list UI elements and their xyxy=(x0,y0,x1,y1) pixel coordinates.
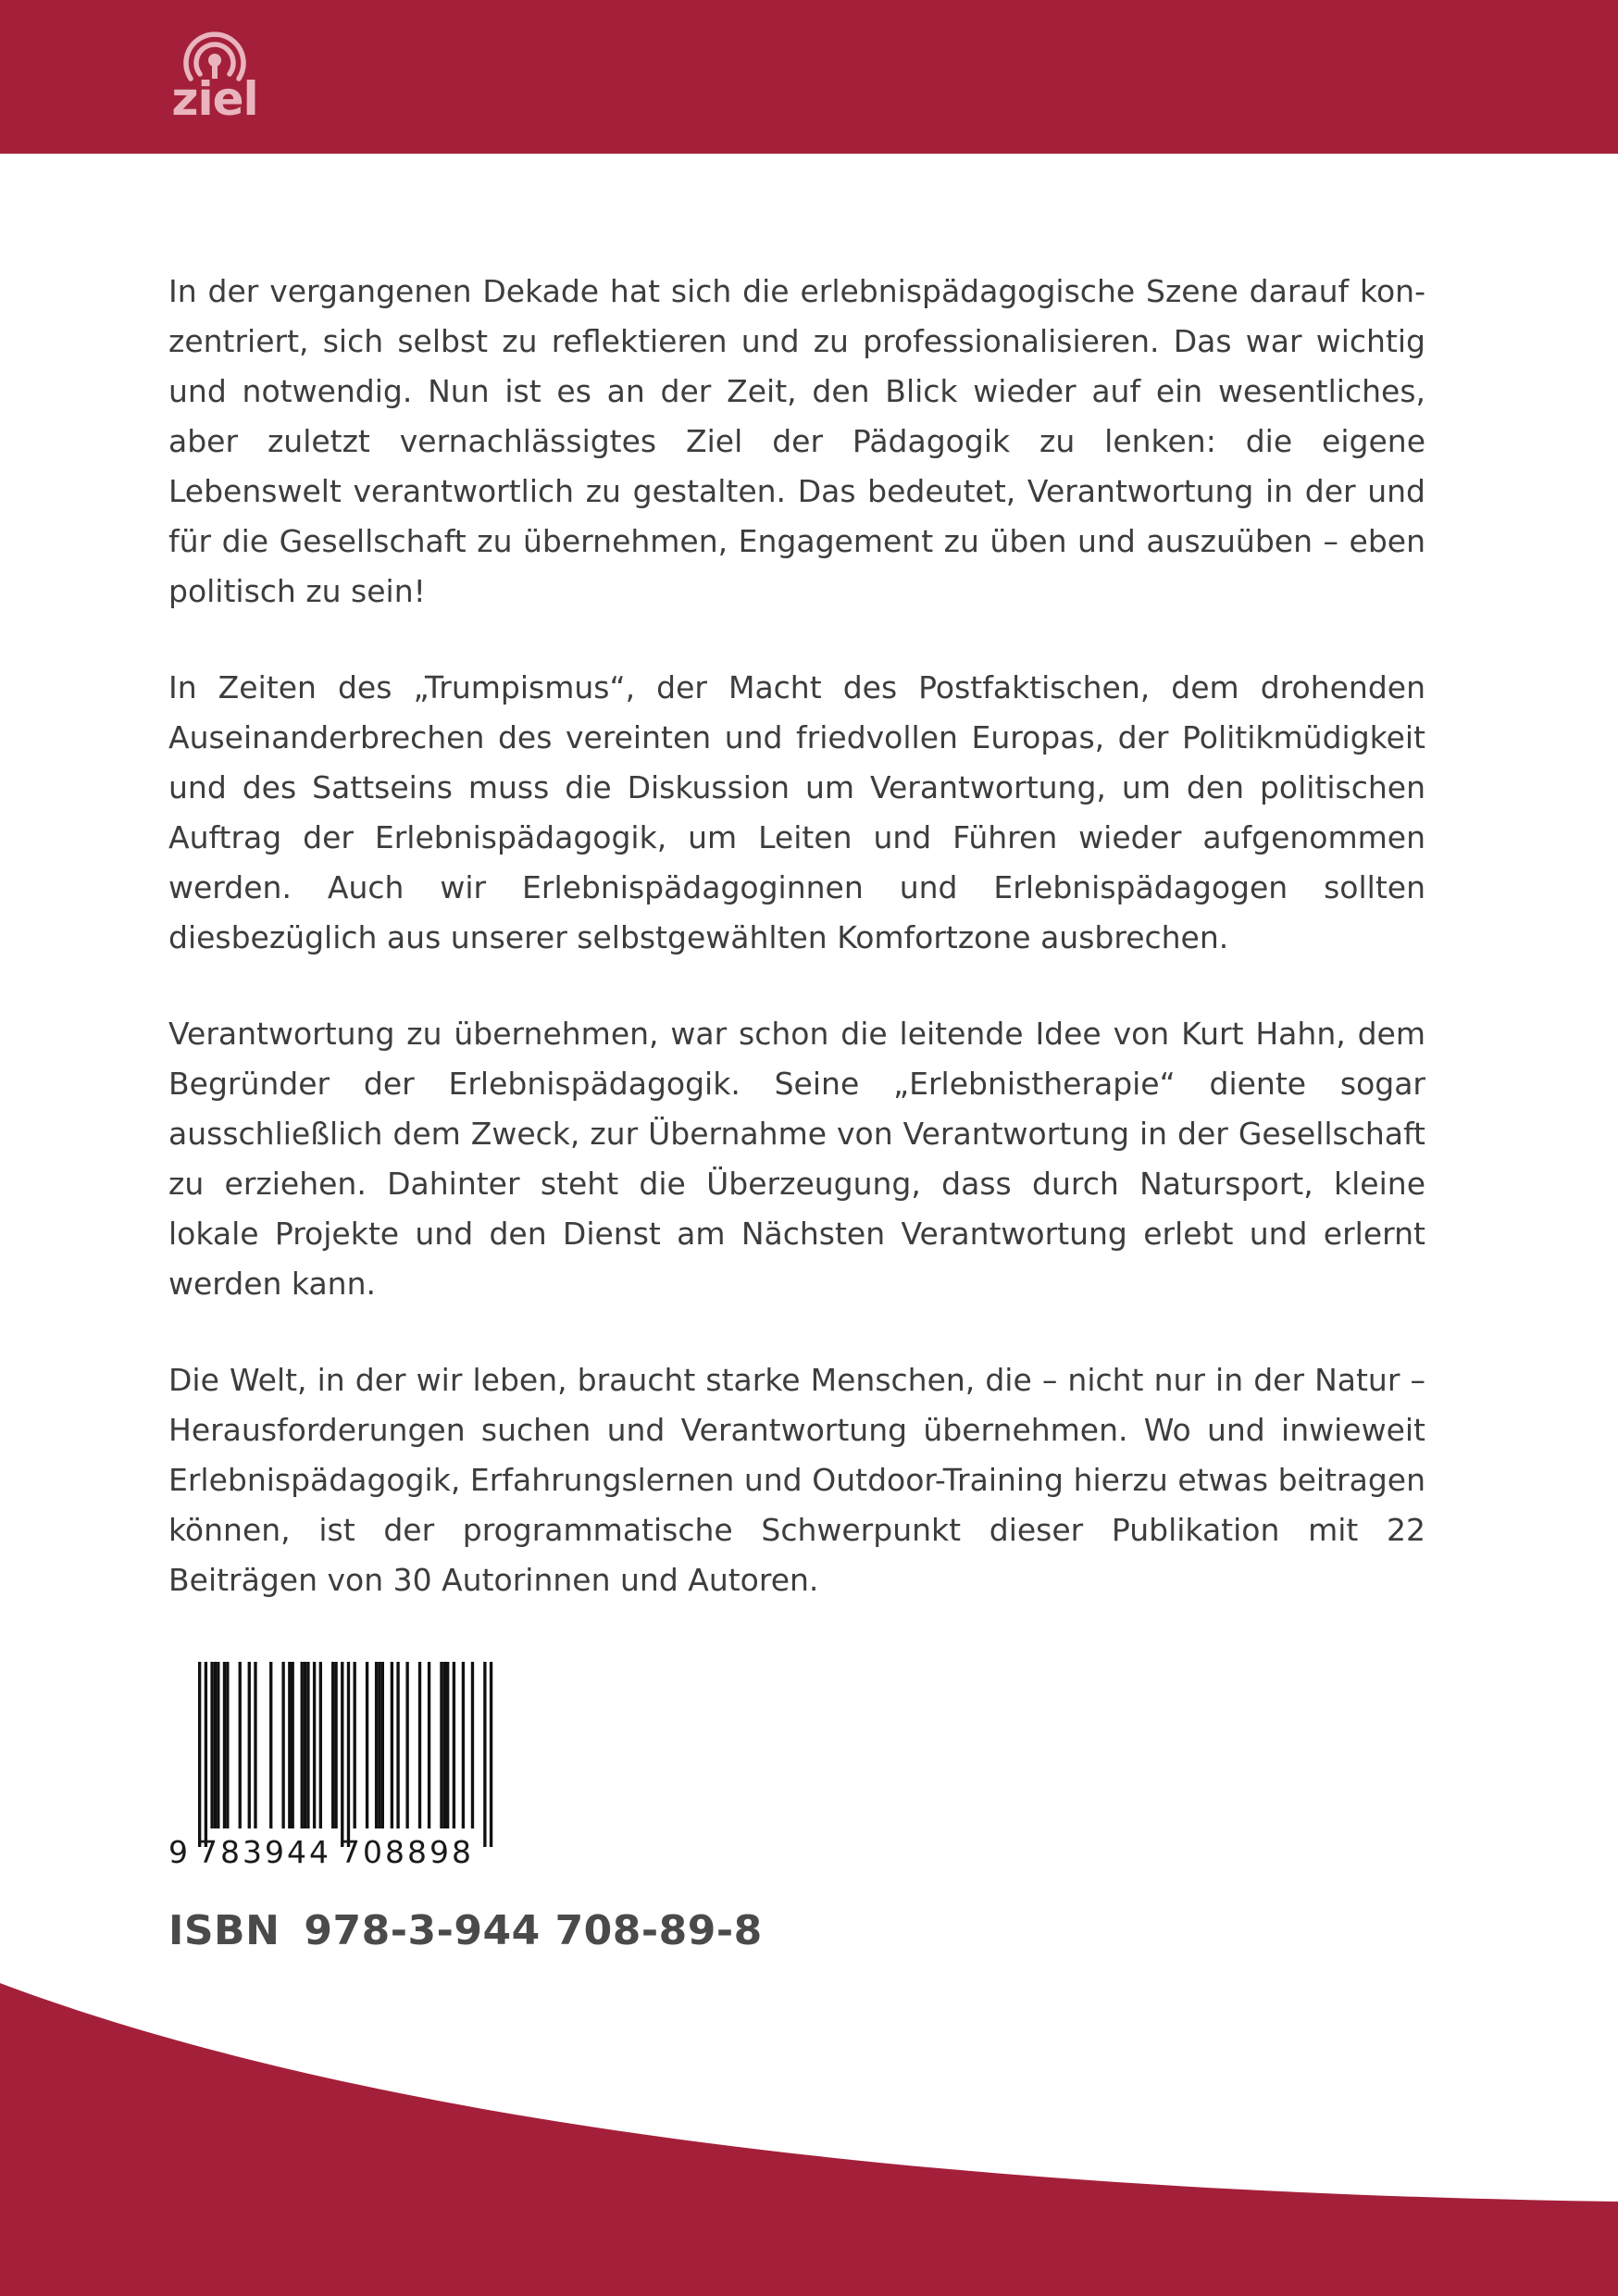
barcode-bar xyxy=(347,1662,350,1847)
barcode-bar xyxy=(443,1662,446,1828)
barcode-bar xyxy=(301,1662,304,1828)
barcode-bar xyxy=(378,1662,380,1828)
barcode-bar xyxy=(205,1662,207,1847)
barcode-bar xyxy=(254,1662,256,1828)
barcode-bar xyxy=(354,1662,356,1828)
publisher-logo xyxy=(167,28,278,139)
barcode-bar xyxy=(396,1662,399,1828)
blurb-text xyxy=(168,267,1425,1652)
barcode-bar xyxy=(483,1662,486,1847)
blurb-paragraph-2: In Zeiten des „Trumpismus“, der Macht des Postfaktischen, dem drohenden Auseinanderbrechen des vereinten und friedvollen Europas, der Politikmüdigkeit und des Sattseins muss die Diskussion um Verantwortung, um den politischen Auftrag der Erlebnispädagogik, um Leiten und Führen wieder aufgenommen werden. Auch wir Erlebnispädagoginnen und Erlebnispädagogen sollten diesbezüglich aus unserer selbstgewählten Komfortzone ausbrechen. xyxy=(168,669,1425,955)
blurb-paragraph-4: Die Welt, in der wir leben, braucht starke Menschen, die – nicht nur in der Natur – Herausforderungen suchen und Verantwortung übernehmen. Wo und inwieweit Erlebnispädagogik, Erfahrungslernen und Outdoor-Training hierzu etwas beitragen können, ist der programmatische Schwerpunkt dieser Publikation mit 22 Beiträgen von 30 Autorinnen und Autoren. xyxy=(168,1362,1425,1598)
barcode-bar xyxy=(214,1662,217,1828)
barcode-bar xyxy=(391,1662,393,1828)
barcode-bar xyxy=(331,1662,334,1828)
barcode-bar xyxy=(381,1662,384,1828)
barcode-bars xyxy=(168,1662,502,1847)
barcode-bar xyxy=(269,1662,272,1828)
barcode-bar xyxy=(462,1662,465,1828)
barcode-bar xyxy=(288,1662,291,1828)
barcode-bar xyxy=(428,1662,430,1828)
barcode-bar xyxy=(306,1662,309,1828)
barcode-bar xyxy=(453,1662,455,1828)
barcode-bar xyxy=(217,1662,219,1828)
barcode-digits xyxy=(168,1834,502,1871)
blurb-paragraph-1: In der vergangenen Dekade hat sich die erlebnispädagogische Szene darauf konzentriert, sich selbst zu reflektieren und zu professionalisieren. Das war wichtig und notwendig. Nun ist es an der Zeit, den Blick wieder auf ein wesentliches, aber zuletzt vernachlässigtes Ziel der Pädagogik zu lenken: die eigene Lebenswelt verantwortlich zu gestalten. Das bedeutet, Verantwortung in der und für die Gesellschaft zu übernehmen, Engagement zu üben und auszuüben – eben politisch zu sein! xyxy=(168,273,1425,609)
barcode-bar xyxy=(248,1662,251,1828)
isbn-barcode xyxy=(168,1662,502,1879)
barcode-bar xyxy=(226,1662,229,1828)
barcode-bar xyxy=(405,1662,408,1828)
isbn-label: ISBN xyxy=(168,1907,280,1954)
barcode-bar xyxy=(440,1662,442,1828)
barcode-group-left: 783944 xyxy=(198,1834,331,1870)
barcode-bar xyxy=(471,1662,474,1828)
barcode-bar xyxy=(313,1662,316,1828)
barcode-bar xyxy=(198,1662,201,1847)
barcode-bar xyxy=(418,1662,421,1828)
publisher-logo-text: ziel xyxy=(171,72,258,126)
barcode-bar xyxy=(319,1662,322,1828)
barcode-bar xyxy=(446,1662,449,1828)
barcode-bar xyxy=(375,1662,378,1828)
barcode-bar xyxy=(304,1662,306,1828)
barcode-bar xyxy=(334,1662,337,1828)
barcode-bar xyxy=(490,1662,492,1847)
barcode-bar xyxy=(210,1662,213,1828)
barcode-bar xyxy=(292,1662,294,1828)
blurb-paragraph-3: Verantwortung zu übernehmen, war schon die leitende Idee von Kurt Hahn, dem Begründer der Erlebnispädagogik. Seine „Erlebnistherapie“ diente sogar ausschließlich dem Zweck, zur Übernahme von Verantwortung in der Gesellschaft zu erziehen. Dahinter steht die Überzeugung, dass durch Natursport, kleine lokale Projekte und den Dienst am Nächsten Verantwortung erlebt und erlernt werden kann. xyxy=(168,1016,1425,1302)
barcode-bar xyxy=(223,1662,226,1828)
barcode-bar xyxy=(341,1662,343,1847)
barcode-bar xyxy=(239,1662,242,1828)
bottom-band xyxy=(0,1944,1618,2296)
barcode-group-right: 708898 xyxy=(340,1834,474,1870)
barcode-bar xyxy=(366,1662,368,1828)
barcode-lead-digit: 9 xyxy=(168,1834,188,1870)
isbn-number: 978-3-944 708-89-8 xyxy=(304,1907,763,1954)
barcode-bar xyxy=(281,1662,284,1828)
